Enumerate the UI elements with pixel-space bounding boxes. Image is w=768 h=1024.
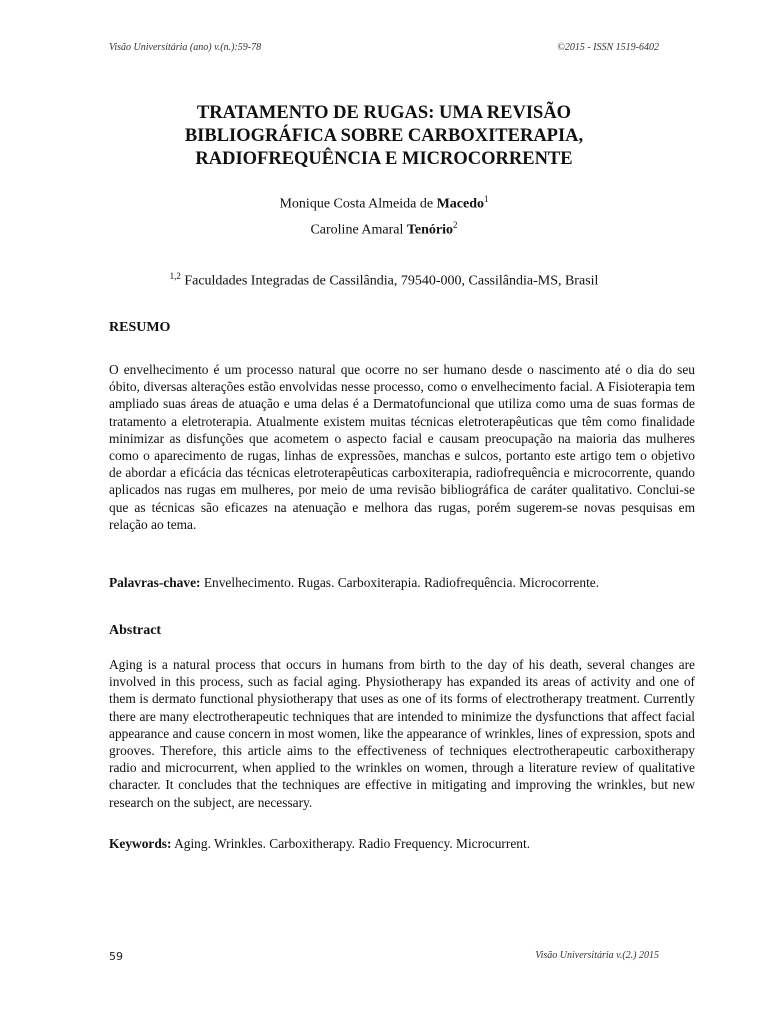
author-affiliation-mark: 2 [453,220,458,230]
author-surname: Tenório [406,222,454,238]
abstract-heading: Abstract [109,623,162,638]
resumo-heading: RESUMO [109,320,171,335]
author-2 [109,220,659,239]
author-given-name: Caroline Amaral [310,222,407,238]
page-number: 59 [109,950,123,963]
author-affiliation-mark: 1 [484,194,489,204]
author-surname: Macedo [436,196,485,212]
affiliation [109,271,659,290]
paper-title [109,102,659,171]
running-header-left: Visão Universitária (ano) v.(n.):59-78 [109,42,262,53]
title-line: BIBLIOGRÁFICA SOBRE CARBOXITERAPIA, [184,126,584,146]
palavras-chave [109,575,695,591]
author-given-name: Monique Costa Almeida de [279,196,437,212]
running-footer: Visão Universitária v.(2.) 2015 [535,950,659,961]
resumo-body: O envelhecimento é um processo natural que ocorre no ser humano desde o nascimento até o dia do seu óbito, diversas alterações estão envolvidas nesse processo, como o envelhecimento facial. A Fisioterapia tem ampliado suas áreas de atuação e uma delas é a Dermatofuncional que utiliza como uma de suas formas de tratamento a eletroterapia. Atualmente existem muitas técnicas eletroterapêuticas que têm como finalidade minimizar as disfunções que acometem o aspecto facial e causam preocupação na maioria das mulheres como o aparecimento de rugas, linhas de expressões, manchas e sulcos, portanto este artigo tem o objetivo de abordar a eficácia das técnicas eletroterapêuticas carboxiterapia, radiofrequência e microcorrente, quando aplicados nas rugas em mulheres, por meio de uma revisão bibliográfica de caráter qualitativo. Conclui-se que as técnicas são eficazes na atenuação e melhora das rugas, porém sugerem-se novas pesquisas em relação ao tema. [109,362,695,532]
affiliation-text: Faculdades Integradas de Cassilândia, 79540-000, Cassilândia-MS, Brasil [180,273,599,289]
keywords [109,836,695,852]
keywords-text: Aging. Wrinkles. Carboxitherapy. Radio Frequency. Microcurrent. [171,836,531,851]
keywords-text: Envelhecimento. Rugas. Carboxiterapia. Radiofrequência. Microcorrente. [200,575,600,590]
abstract-body: Aging is a natural process that occurs in humans from birth to the day of his death, several changes are involved in this process, such as facial aging. Physiotherapy has expanded its areas of activity and one of them is dermato functional physiotherapy that uses as one of its forms of electrotherapy treatment. Currently there are many electrotherapeutic techniques that are intended to minimize the dysfunctions that affect facial appearance and cause concern in most women, like the appearance of wrinkles, lines of expression, spots and grooves. Therefore, this article aims to the effectiveness of techniques electrotherapeutic carboxitherapy radio and microcurrent, when applied to the wrinkles on women, through a literature review of qualitative character. It concludes that the techniques are effective in mitigating and improving the wrinkles, but new research on the subject, are necessary. [109,657,695,810]
keywords-label: Keywords: [109,836,172,851]
keywords-label: Palavras-chave: [109,575,201,590]
affiliation-mark: 1,2 [169,271,181,281]
author-1 [109,194,659,213]
running-header-right: ©2015 - ISSN 1519-6402 [557,42,659,53]
title-line: TRATAMENTO DE RUGAS: UMA REVISÃO [196,103,572,123]
title-line: RADIOFREQUÊNCIA E MICROCORRENTE [195,149,573,169]
